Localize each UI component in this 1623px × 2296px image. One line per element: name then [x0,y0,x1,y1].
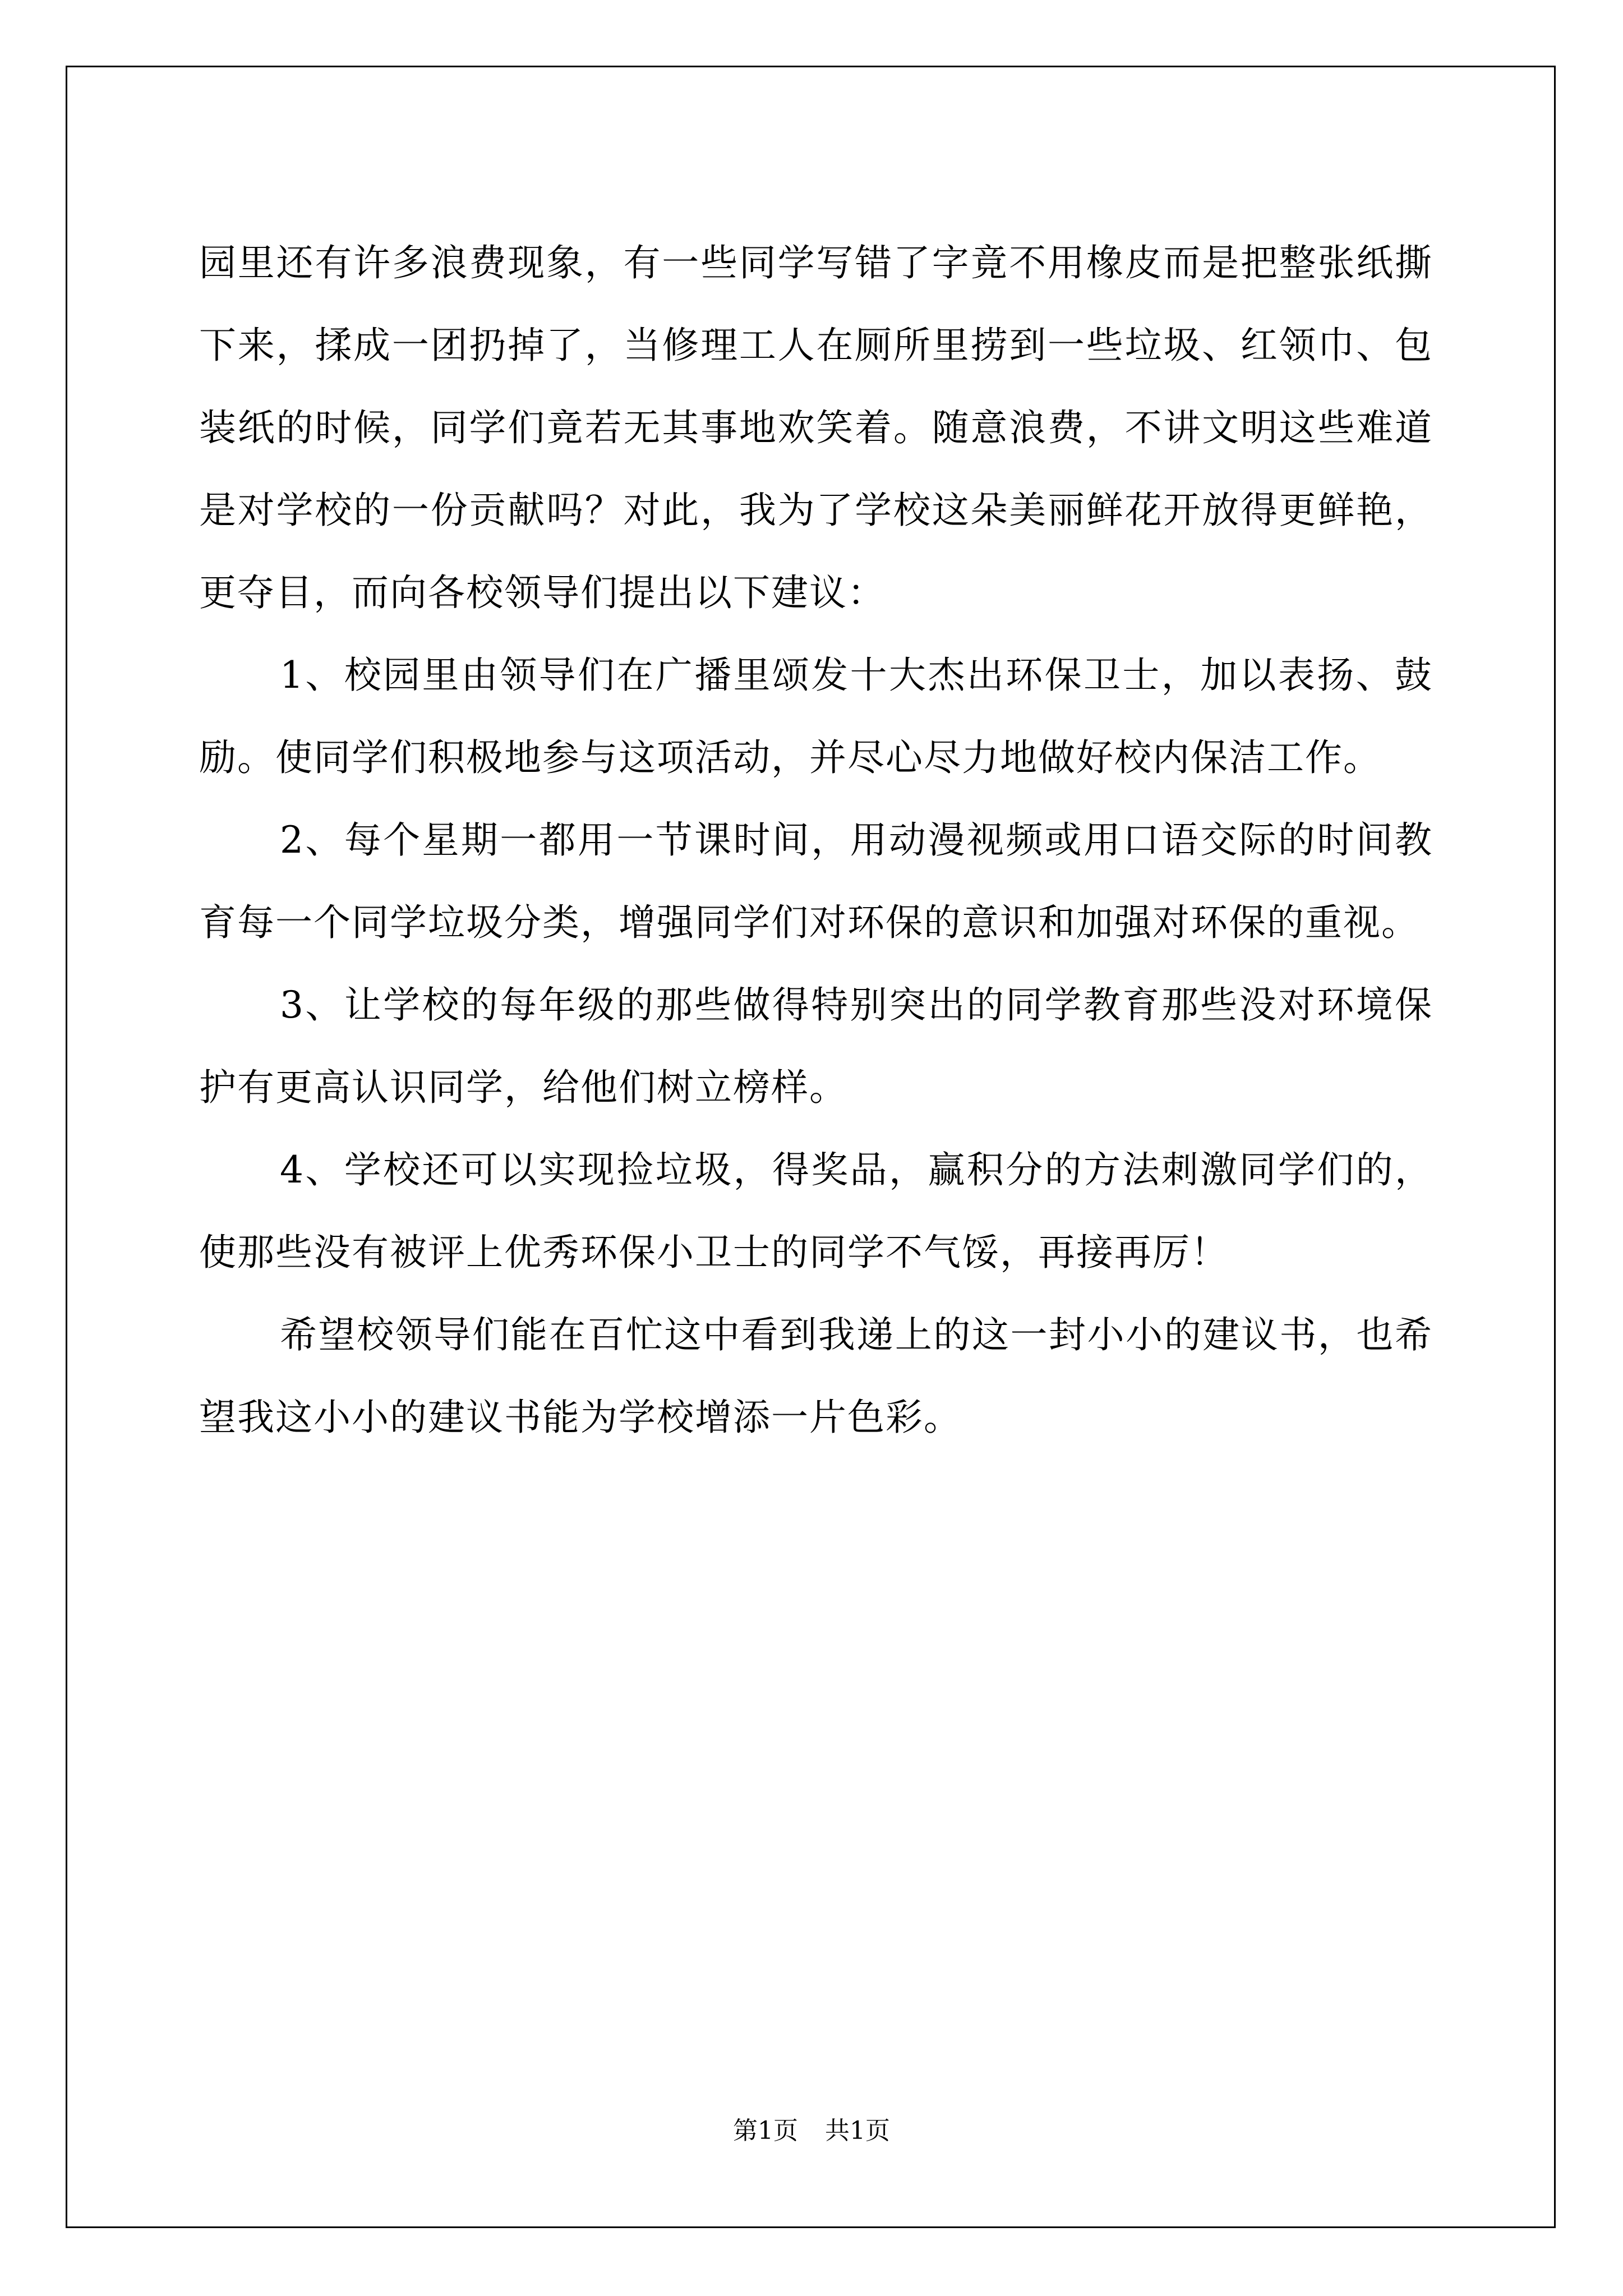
paragraph-suggestion-2: 2、每个星期一都用一节课时间，用动漫视频或用口语交际的时间教育每一个同学垃圾分类，增强同学们对环保的意识和加强对环保的重视。 [199,818,1433,944]
page-total: 共1页 [825,2116,890,2145]
page-footer [0,2110,1623,2146]
paragraph-suggestion-1: 1、校园里由领导们在广播里颂发十大杰出环保卫士，加以表扬、鼓励。使同学们积极地参与这项活动，并尽心尽力地做好校内保洁工作。 [199,654,1433,779]
paragraph-suggestion-3: 3、让学校的每年级的那些做得特别突出的同学教育那些没对环境保护有更高认识同学，给他们树立榜样。 [199,983,1433,1109]
paragraph-suggestion-4: 4、学校还可以实现捡垃圾，得奖品，赢积分的方法刺激同学们的，使那些没有被评上优秀环保小卫士的同学不气馁，再接再厉！ [199,1148,1433,1274]
paragraph-continued: 园里还有许多浪费现象，有一些同学写错了字竟不用橡皮而是把整张纸撕下来，揉成一团扔掉了，当修理工人在厕所里捞到一些垃圾、红领巾、包装纸的时候，同学们竟若无其事地欢笑着。随意浪费，不讲文明这些难道是对学校的一份贡献吗？对此，我为了学校这朵美丽鲜花开放得更鲜艳，更夺目，而向各校领导们提出以下建议： [199,241,1433,614]
page-number: 第1页 [733,2116,798,2145]
document-body [199,222,1433,1458]
paragraph-closing: 希望校领导们能在百忙这中看到我递上的这一封小小的建议书，也希望我这小小的建议书能为学校增添一片色彩。 [199,1313,1433,1439]
